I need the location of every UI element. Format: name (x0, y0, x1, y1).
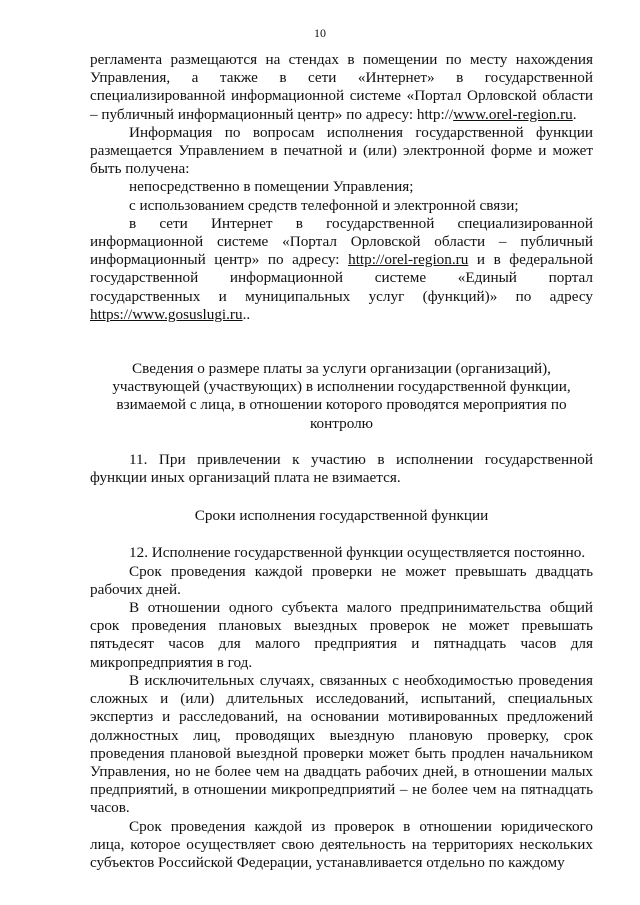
paragraph-small-business: В отношении одного субъекта малого предпринимательства общий срок проведения плановых выездных проверок не может превышать пятьдесят часов для малого предприятия и пятнадцать часов для микропредприятия в год. (90, 599, 593, 671)
paragraph-inspection-duration: Срок проведения каждой проверки не может превышать двадцать рабочих дней. (90, 562, 593, 598)
list-item-text: в сети Интернет в государственной специализированной информационной системе «Портал Орловской области – публичный информационный центр» по адресу: (90, 214, 593, 269)
orel-region-portal-link[interactable]: http://orel-region.ru (348, 251, 469, 269)
paragraph-regulation-placement (90, 51, 593, 124)
section-heading-deadlines: Сроки исполнения государственной функции (194, 507, 489, 525)
paragraph-text: . (572, 105, 577, 123)
paragraph-11: 11. При привлечении к участию в исполнении государственной функции иных организаций плата не взимается. (90, 450, 593, 487)
paragraph-multi-region: Срок проведения каждой из проверок в отношении юридического лица, которое осуществляет свою деятельность на территориях нескольких субъектов Российской Федерации, устанавливается отдельно по каждому (90, 817, 593, 871)
list-item-text: и в федеральной государственной информационной системе «Единый портал государственных и муниципальных услуг (функций)» по адресу (90, 251, 593, 305)
list-item: с использованием средств телефонной и электронной связи; (129, 196, 519, 214)
list-item-text: .. (242, 305, 251, 323)
paragraph-12: 12. Исполнение государственной функции осуществляется постоянно. (129, 544, 586, 562)
paragraph-information: Информация по вопросам исполнения государственной функции размещается Управлением в печатной и (или) электронной форме и может быть получена: (90, 123, 593, 178)
document-body (90, 51, 593, 872)
list-item: непосредственно в помещении Управления; (129, 178, 414, 196)
paragraph-exceptional-cases: В исключительных случаях, связанных с необходимостью проведения сложных и (или) длительных исследований, испытаний, специальных экспертиз и расследований, на основании мотивированных предложений должностных лиц, проводящих выездную плановую проверку, срок проведения плановой выездной проверки может быть продлен начальником Управления, но не более чем на двадцать рабочих дней, в отношении малых предприятий, в отношении микропредприятий – не более чем на пятнадцать часов. (90, 671, 593, 817)
page-number: 10 (314, 26, 326, 40)
list-item (90, 215, 593, 324)
section-heading-fees: Сведения о размере платы за услуги организации (организаций), участвующей (участвующих) в исполнении государственной функции, взимаемой с лица, в отношении которого проводятся мероприятия по контролю (112, 360, 571, 432)
ways-to-obtain-list (90, 178, 593, 324)
orel-region-link[interactable]: www.orel-region.ru (453, 105, 573, 123)
paragraph-text: регламента размещаются на стендах в помещении по месту нахождения Управления, а также в сети «Интернет» в государственной специализированной информационной системе «Портал Орловской области – публичный информационный центр» по адресу: http:// (90, 51, 593, 123)
gosuslugi-link[interactable]: https://www.gosuslugi.ru (90, 305, 243, 323)
